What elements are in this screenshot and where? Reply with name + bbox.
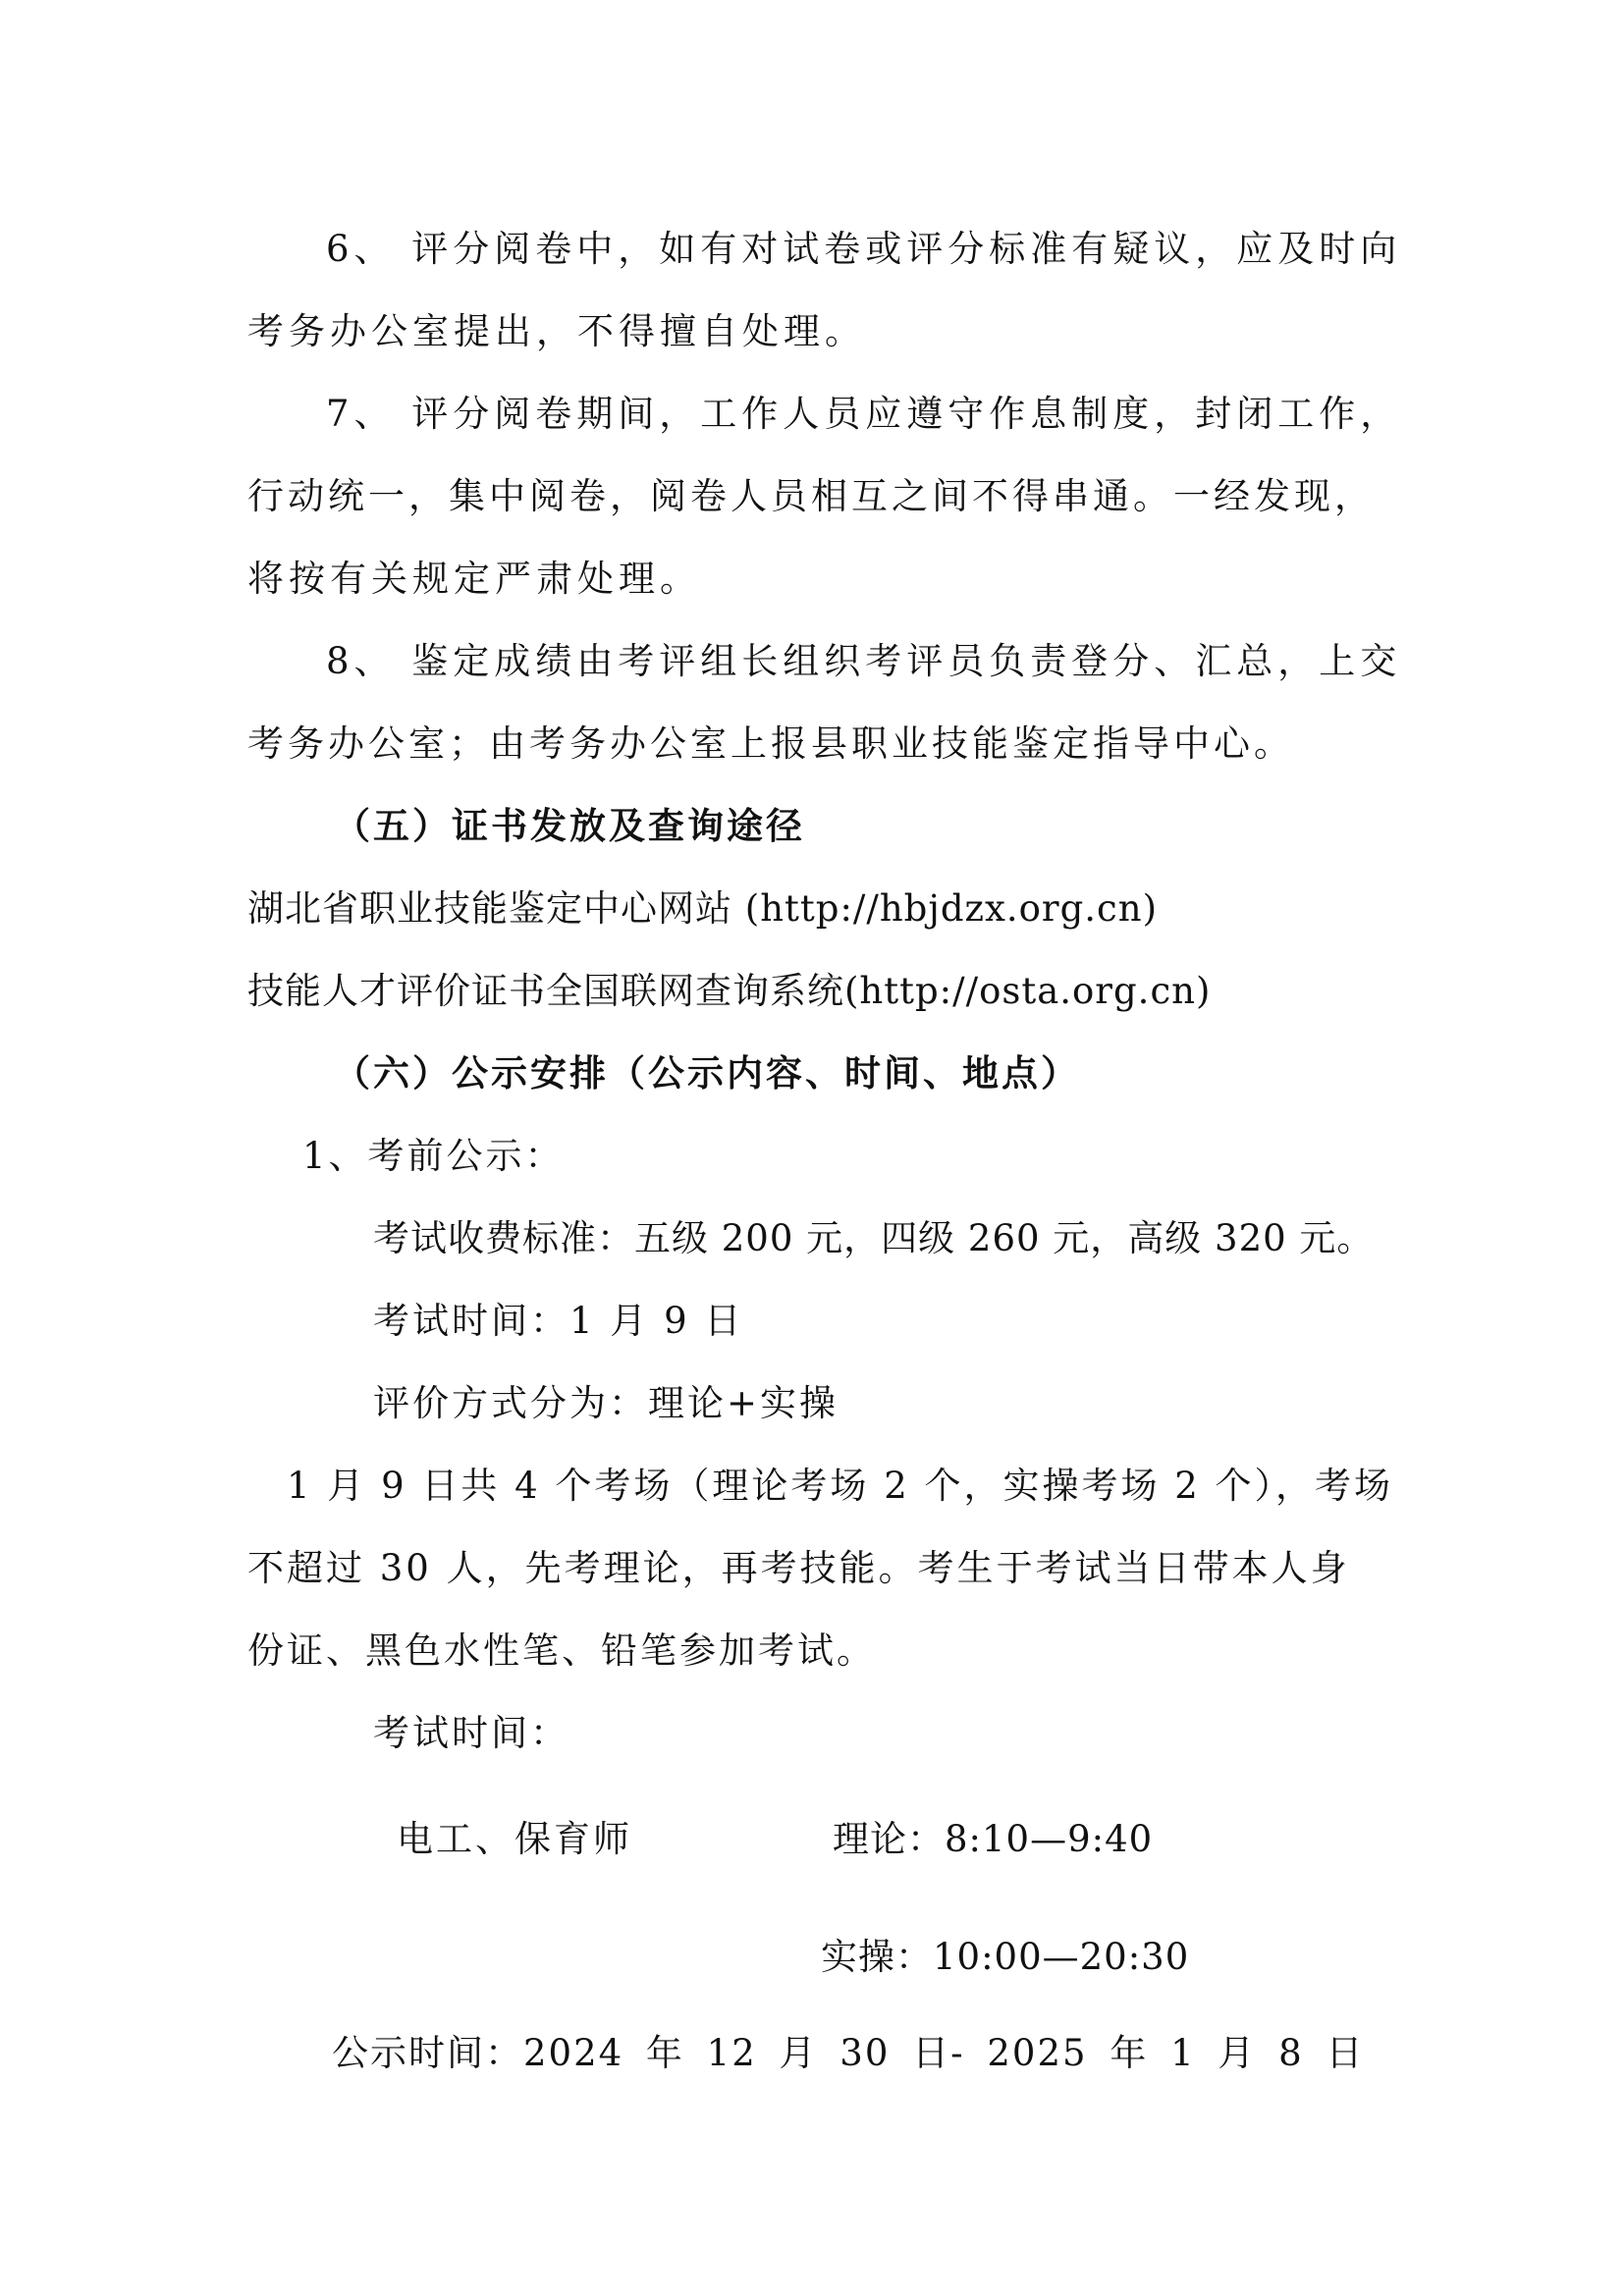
venue-info-line-2: 不超过 30 人，先考理论，再考技能。考生于考试当日带本人身 xyxy=(247,1547,1350,1589)
pre-exam-publicity-label: 1、考前公示： xyxy=(302,1135,565,1177)
exam-date: 考试时间：1 月 9 日 xyxy=(373,1300,744,1342)
schedule-occupations: 电工、保育师 xyxy=(397,1818,632,1860)
item-7-line-2: 行动统一，集中阅卷，阅卷人员相互之间不得串通。一经发现， xyxy=(247,475,1375,517)
theory-exam-time: 理论：8:10—9:40 xyxy=(833,1818,1154,1860)
section-6-heading: （六）公示安排（公示内容、时间、地点） xyxy=(334,1052,1080,1095)
practical-exam-time: 实操：10:00—20:30 xyxy=(821,1936,1190,1978)
section-5-heading: （五）证书发放及查询途径 xyxy=(334,805,805,847)
item-8-line-2: 考务办公室；由考务办公室上报县职业技能鉴定指导中心。 xyxy=(247,722,1294,765)
evaluation-method: 评价方式分为：理论+实操 xyxy=(373,1382,839,1424)
exam-fee-standard: 考试收费标准：五级 200 元，四级 260 元，高级 320 元。 xyxy=(373,1217,1375,1259)
item-6-line-2: 考务办公室提出，不得擅自处理。 xyxy=(247,310,866,352)
schedule-label: 考试时间： xyxy=(373,1712,569,1754)
publicity-period: 公示时间：2024 年 12 月 30 日- 2025 年 1 月 8 日 xyxy=(332,2032,1365,2074)
item-7-line-3: 将按有关规定严肃处理。 xyxy=(247,558,701,600)
venue-info-line-3: 份证、黑色水性笔、铅笔参加考试。 xyxy=(247,1629,876,1672)
item-8-line-1: 8、 鉴定成绩由考评组长组织考评员负责登分、汇总，上交 xyxy=(326,640,1402,682)
national-certificate-query-system: 技能人才评价证书全国联网查询系统(http://osta.org.cn) xyxy=(247,970,1212,1012)
item-7-line-1: 7、 评分阅卷期间，工作人员应遵守作息制度，封闭工作， xyxy=(326,393,1402,435)
item-6-line-1: 6、 评分阅卷中，如有对试卷或评分标准有疑议，应及时向 xyxy=(326,228,1402,270)
provincial-center-website: 湖北省职业技能鉴定中心网站 (http://hbjdzx.org.cn) xyxy=(247,887,1159,930)
venue-info-line-1: 1 月 9 日共 4 个考场（理论考场 2 个，实操考场 2 个），考场 xyxy=(287,1465,1394,1507)
